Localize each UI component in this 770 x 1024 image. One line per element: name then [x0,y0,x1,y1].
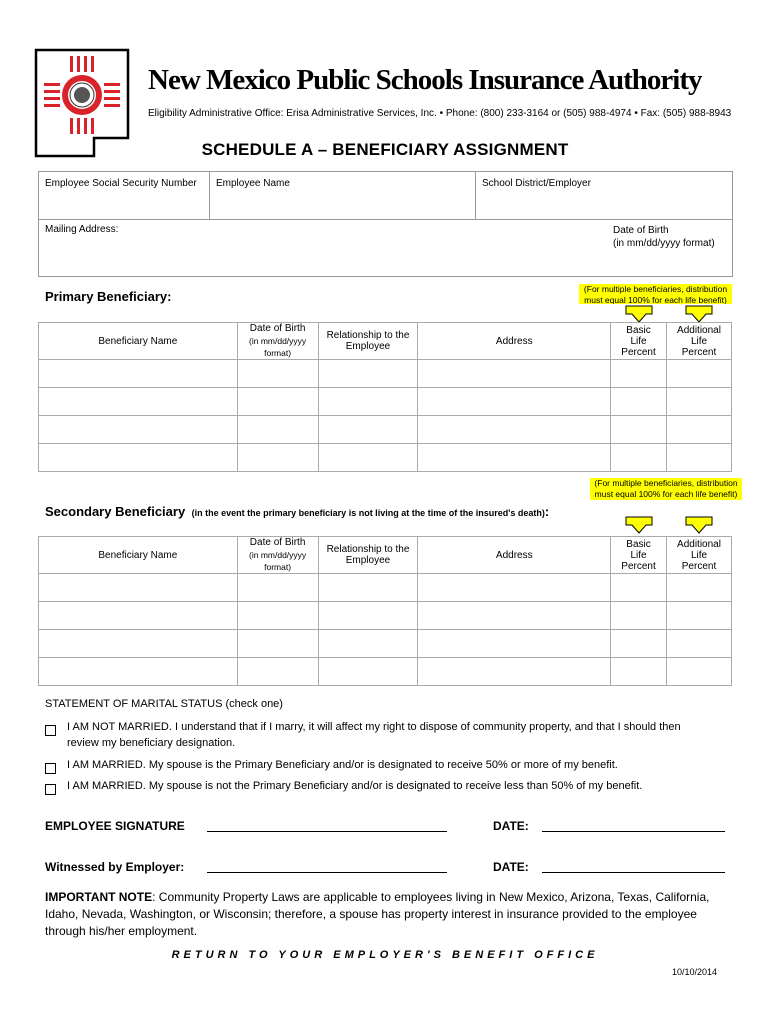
cell-input[interactable] [39,444,238,472]
basic-2: Life [630,335,647,347]
col-address: Address [418,323,611,360]
important-note [45,889,735,940]
cell-input[interactable] [39,416,238,444]
dob-format: (in mm/dd/yyyy format) [613,238,715,249]
table-row[interactable] [39,630,732,658]
col-additional-life-percent [667,537,732,574]
table-row[interactable] [39,360,732,388]
note-line: must equal 100% for each life benefit) [584,295,727,304]
important-note-text: : Community Property Laws are applicable to employees living in New Mexico, Arizona, Texas, California, Idaho, Nevada, Washington, or Wisconsin; therefore, a spouse has property interest in insurance provided to the employee through his/her employment. [45,890,710,938]
col-basic-life-percent [611,537,667,574]
col-basic-life-percent [611,323,667,360]
cell-input[interactable] [318,574,418,602]
cell-input[interactable] [611,388,667,416]
col-relationship [318,537,418,574]
add-2: Life [690,549,708,561]
cell-input[interactable] [318,630,418,658]
primary-beneficiary-title: Primary Beneficiary: [45,289,172,304]
primary-beneficiary-table [38,322,732,472]
note-line: (For multiple beneficiaries, distribution [583,284,728,294]
cell-input[interactable] [611,602,667,630]
cell-input[interactable] [611,658,667,686]
option-text: I AM MARRIED. My spouse is not the Primary Beneficiary and/or is designated to receive less than 50% of my benefit. [67,780,643,792]
table-header-row [39,323,732,360]
important-note-label: IMPORTANT NOTE [45,890,153,904]
secondary-beneficiary-subtitle: (in the event the primary beneficiary is not living at the time of the insured's death) [191,508,545,518]
note-line: (For multiple beneficiaries, distribution [594,478,738,488]
cell-input[interactable] [667,658,732,686]
col-relationship [318,323,418,360]
primary-distribution-note [579,284,732,304]
table-row[interactable] [39,574,732,602]
dob-format-1: (in mm/dd/yyyy [249,550,307,560]
col-date-of-birth [237,323,318,360]
cell-input[interactable] [39,360,238,388]
table-row[interactable] [39,444,732,472]
down-arrow-icon [624,516,654,534]
witness-date-label: DATE: [493,860,529,874]
not-married-checkbox[interactable] [45,725,56,736]
cell-input[interactable] [611,444,667,472]
option-text: review my beneficiary designation. [67,737,236,749]
down-arrow-icon [624,305,654,323]
add-3: Percent [681,560,717,572]
cell-input[interactable] [318,416,418,444]
basic-3: Percent [621,346,656,358]
basic-3: Percent [621,560,656,572]
employee-date-line[interactable] [542,831,725,832]
cell-input[interactable] [39,630,238,658]
cell-input[interactable] [667,630,732,658]
cell-input[interactable] [418,416,611,444]
table-row[interactable] [39,388,732,416]
secondary-distribution-note [590,478,742,500]
cell-input[interactable] [318,602,418,630]
cell-input[interactable] [418,360,611,388]
cell-input[interactable] [237,602,318,630]
eligibility-office-line: Eligibility Administrative Office: Erisa Administrative Services, Inc. • Phone: (800) 233-3164 or (505) 988-4974 • Fax: (505) 988-8943 [148,108,732,119]
employee-name-field[interactable]: Employee Name [216,178,290,189]
cell-input[interactable] [237,658,318,686]
down-arrow-icon [684,516,714,534]
add-2: Life [690,335,708,347]
secondary-colon: : [544,504,550,519]
employee-info-box [38,171,733,277]
col-beneficiary-name: Beneficiary Name [39,537,238,574]
option-text: I AM MARRIED. My spouse is the Primary Beneficiary and/or is designated to receive 50% or more of my benefit. [67,759,618,771]
form-title: SCHEDULE A – BENEFICIARY ASSIGNMENT [201,140,569,159]
dob-label: Date of Birth [613,225,669,236]
cell-input[interactable] [39,574,238,602]
cell-input[interactable] [237,388,318,416]
dob-header: Date of Birth [249,323,306,334]
cell-input[interactable] [418,602,611,630]
marital-option-married-not-primary [45,780,643,797]
employee-date-label: DATE: [493,819,529,833]
table-row[interactable] [39,416,732,444]
cell-input[interactable] [237,416,318,444]
employee-dob-field[interactable] [613,224,715,250]
marital-option-not-married [45,721,681,749]
cell-input[interactable] [39,388,238,416]
cell-input[interactable] [418,388,611,416]
marital-option-married-primary [45,759,618,776]
cell-input[interactable] [611,574,667,602]
cell-input[interactable] [667,444,732,472]
col-date-of-birth [237,537,318,574]
revision-date: 10/10/2014 [672,967,718,977]
cell-input[interactable] [418,444,611,472]
cell-input[interactable] [667,574,732,602]
add-1: Additional [677,324,721,336]
secondary-beneficiary-title: Secondary Beneficiary [45,504,186,519]
cell-input[interactable] [667,416,732,444]
rel-1: Relationship to the [326,544,410,555]
table-row[interactable] [39,658,732,686]
witness-signature-label: Witnessed by Employer: [45,860,185,874]
cell-input[interactable] [418,630,611,658]
not-married-text [67,719,727,751]
cell-input[interactable] [39,658,238,686]
cell-input[interactable] [237,360,318,388]
secondary-beneficiary-table [38,536,732,686]
witness-signature-line[interactable] [207,872,447,873]
cell-input[interactable] [237,444,318,472]
cell-input[interactable] [237,574,318,602]
cell-input[interactable] [318,444,418,472]
cell-input[interactable] [318,360,418,388]
employee-signature-line[interactable] [207,831,447,832]
org-title: New Mexico Public Schools Insurance Authority [148,64,702,96]
table-header-row [39,537,732,574]
cell-input[interactable] [237,630,318,658]
married-primary-checkbox[interactable] [45,763,56,774]
dob-header: Date of Birth [249,537,306,548]
cell-input[interactable] [611,360,667,388]
cell-input[interactable] [667,388,732,416]
option-text: I AM NOT MARRIED. I understand that if I marry, it will affect my right to dispose of community property, and that I should then [67,721,681,733]
col-beneficiary-name: Beneficiary Name [39,323,238,360]
basic-1: Basic [626,538,651,550]
dob-format-1: (in mm/dd/yyyy [249,336,307,346]
add-1: Additional [677,538,721,550]
rel-1: Relationship to the [326,330,410,341]
witness-date-line[interactable] [542,872,725,873]
employer-field[interactable]: School District/Employer [482,178,591,189]
cell-input[interactable] [39,602,238,630]
ssn-field[interactable]: Employee Social Security Number [45,178,197,189]
basic-2: Life [630,549,647,561]
cell-input[interactable] [418,658,611,686]
employee-signature-label: EMPLOYEE SIGNATURE [45,819,185,833]
cell-input[interactable] [611,416,667,444]
cell-input[interactable] [418,574,611,602]
col-additional-life-percent [667,323,732,360]
cell-input[interactable] [318,658,418,686]
add-3: Percent [681,346,717,358]
dob-format-2: format) [264,348,292,358]
rel-2: Employee [345,555,391,566]
dob-format-2: format) [264,562,292,572]
col-address: Address [418,537,611,574]
return-instruction: RETURN TO YOUR EMPLOYER'S BENEFIT OFFICE [171,949,599,961]
marital-status-heading: STATEMENT OF MARITAL STATUS (check one) [45,698,283,710]
cell-input[interactable] [667,602,732,630]
table-row[interactable] [39,602,732,630]
rel-2: Employee [345,341,391,352]
cell-input[interactable] [318,388,418,416]
down-arrow-icon [684,305,714,323]
cell-input[interactable] [611,630,667,658]
basic-1: Basic [626,324,651,336]
secondary-beneficiary-heading [45,503,549,521]
mailing-address-field[interactable]: Mailing Address: [45,224,119,235]
note-line: must equal 100% for each life benefit) [594,489,738,499]
married-not-primary-checkbox[interactable] [45,784,56,795]
cell-input[interactable] [667,360,732,388]
